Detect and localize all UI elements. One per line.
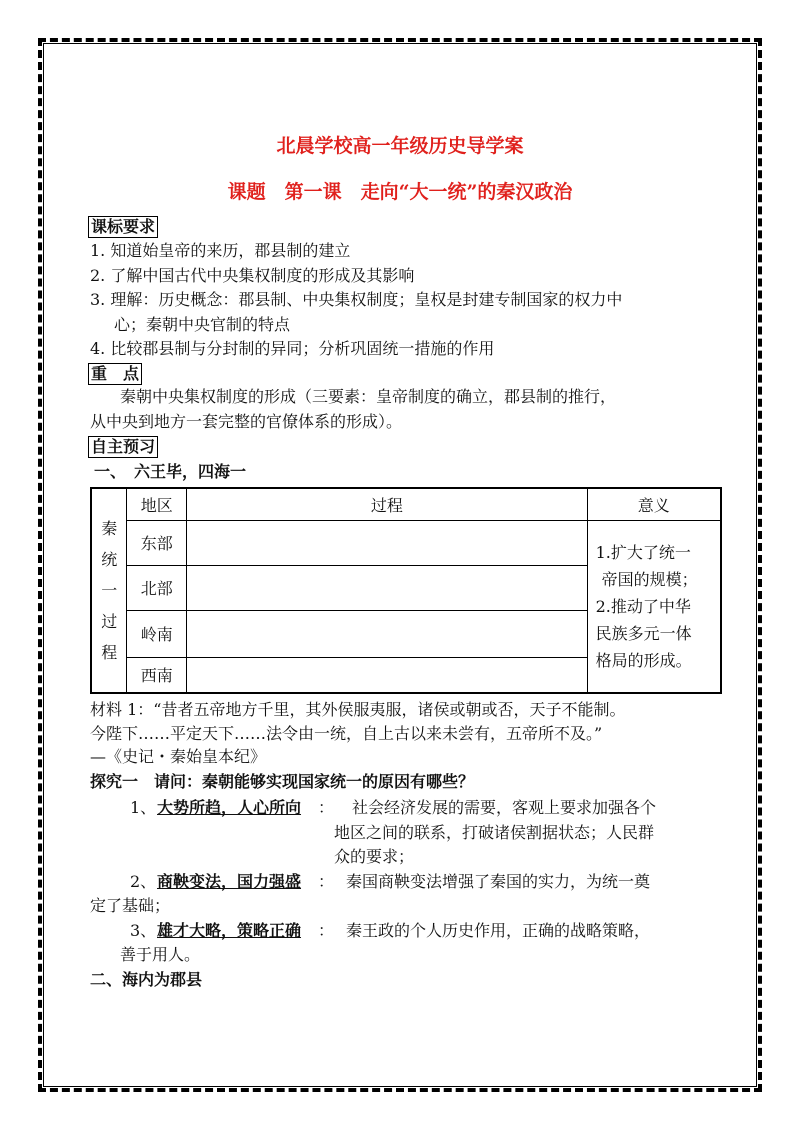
region-cell: 岭南 [127,610,187,657]
region-cell: 北部 [127,565,187,610]
process-cell-blank[interactable] [187,657,587,693]
row-label-char: 统 [101,550,118,569]
curriculum-item: 4. 比较郡县制与分封制的异同；分析巩固统一措施的作用 [90,339,495,358]
reason-colon: ： [318,798,335,817]
curriculum-item: 1. 知道始皇帝的来历，郡县制的建立 [90,241,351,260]
material-line: 今陛下……平定天下……法令由一统，自上古以来未尝有，五帝所不及。” [90,724,603,743]
lesson-title: 课题 第一课 走向“大一统”的秦汉政治 [227,181,573,203]
meaning-line: 格局的形成。 [595,650,692,670]
inquiry-title: 探究一 请问：秦朝能够实现国家统一的原因有哪些？ [90,772,475,791]
header-process: 过程 [187,488,587,520]
process-cell-blank[interactable] [187,520,587,565]
material-source: —《史记・秦始皇本纪》 [90,747,267,766]
header-region: 地区 [127,488,187,520]
reason-text: 地区之间的联系，打破诸侯割据状态；人民群 [334,823,655,842]
meaning-line: 民族多元一体 [595,623,692,643]
reason-text: 秦王政的个人历史作用，正确的战略策略， [346,921,651,940]
reason-number: 1、 [130,798,157,817]
meaning-cell [587,520,721,693]
curriculum-item: 2. 了解中国古代中央集权制度的形成及其影响 [90,266,415,285]
reason-number: 2、 [130,872,157,891]
reason-label: 雄才大略，策略正确 [157,921,302,940]
reason-colon: ： [318,921,335,940]
row-label-char: 一 [101,581,118,600]
reason-text: 善于用人。 [120,945,201,964]
curriculum-item: 3. 理解：历史概念：郡县制、中央集权制度；皇权是封建专制国家的权力中 [90,290,623,309]
preview-heading: 自主预习 [88,436,158,458]
key-point-line: 从中央到地方一套完整的官僚体系的形成）。 [90,412,403,431]
material-line: 材料 1：“昔者五帝地方千里，其外侯服夷服，诸侯或朝或否，天子不能制。 [90,700,626,719]
meaning-line: 1.扩大了统一 [595,542,691,562]
row-label-char: 秦 [101,519,118,538]
process-cell-blank[interactable] [187,610,587,657]
curriculum-heading: 课标要求 [88,216,158,238]
reason-label: 大势所趋，人心所向 [157,798,302,817]
reason-colon: ： [318,872,335,891]
reason-text: 秦国商鞅变法增强了秦国的实力，为统一奠 [346,872,651,891]
reason-text: 社会经济发展的需要，客观上要求加强各个 [352,798,657,817]
curriculum-item-continuation: 心；秦朝中央官制的特点 [114,315,291,334]
key-point-line: 秦朝中央集权制度的形成（三要素：皇帝制度的确立，郡县制的推行， [120,387,617,406]
meaning-line: 2.推动了中华 [595,596,691,616]
section2-title: 二、海内为郡县 [90,970,203,989]
region-cell: 东部 [127,520,187,565]
row-label-char: 过 [101,612,118,631]
region-cell: 西南 [127,657,187,693]
row-label-cell [91,488,127,693]
reason-number: 3、 [130,921,157,940]
meaning-line: 帝国的规模； [601,569,698,589]
row-label-char: 程 [101,643,118,662]
school-title: 北晨学校高一年级历史导学案 [276,135,524,157]
reason-text: 定了基础； [90,896,171,915]
section1-title: 一、 六王毕，四海一 [94,462,247,481]
header-meaning: 意义 [587,488,721,520]
reason-text: 众的要求； [334,847,415,866]
unification-table [90,487,722,694]
reason-label: 商鞅变法，国力强盛 [157,872,302,891]
process-cell-blank[interactable] [187,565,587,610]
key-point-heading: 重 点 [88,363,142,385]
